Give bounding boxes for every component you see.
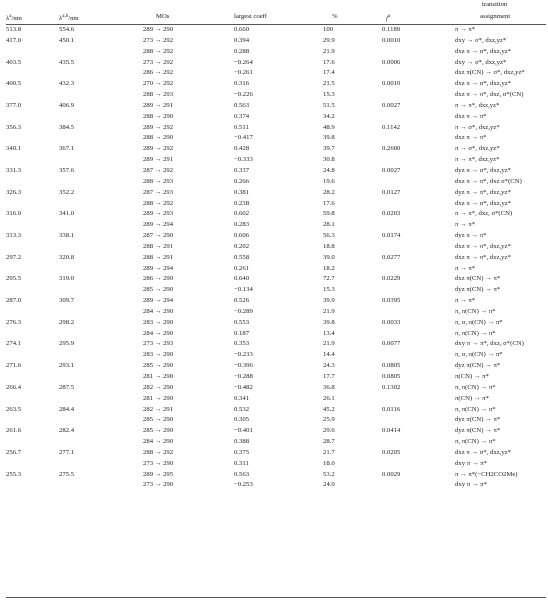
cell-assignment: dxy π → π* <box>455 459 487 467</box>
header-lambda: $\lambda^a/nm$ <box>6 14 22 23</box>
cell-percent: 21.9 <box>323 47 335 55</box>
cell-lambda-corrected: 352.2 <box>59 188 75 196</box>
cell-f: 0.1302 <box>382 383 401 391</box>
cell-percent: 25.9 <box>323 416 335 424</box>
cell-percent: 21.5 <box>323 80 335 88</box>
cell-lambda-corrected: 435.5 <box>59 58 75 66</box>
cell-f: 0.0203 <box>382 210 401 218</box>
cell-percent: 45.2 <box>323 405 335 413</box>
cell-lambda: 256.7 <box>6 448 22 456</box>
cell-coeff: 0.660 <box>234 26 250 33</box>
cell-mos: 285 → 290 <box>143 286 174 294</box>
cell-f: 0.0229 <box>382 275 401 283</box>
cell-mos: 289 → 291 <box>143 101 174 109</box>
cell-mos: 289 → 295 <box>143 470 174 478</box>
cell-assignment: dyz π → π*, dxz,yz* <box>455 188 511 196</box>
cell-mos: 288 → 292 <box>143 199 174 207</box>
cell-lambda: 326.3 <box>6 188 22 196</box>
cell-lambda-corrected: 298.2 <box>59 318 75 326</box>
cell-f: 0.0116 <box>382 405 401 413</box>
cell-f: 0.2600 <box>382 145 401 153</box>
cell-mos: 282 → 291 <box>143 405 174 413</box>
cell-coeff: 0.305 <box>234 416 250 424</box>
cell-mos: 289 → 294 <box>143 264 174 272</box>
cell-f: 0.0006 <box>382 58 401 66</box>
cell-coeff: 0.316 <box>234 80 250 88</box>
cell-coeff: −0.134 <box>234 286 253 294</box>
cell-lambda-corrected: 277.1 <box>59 448 75 456</box>
cell-lambda-corrected: 432.3 <box>59 80 75 88</box>
cell-f: 0.0395 <box>382 297 401 305</box>
cell-assignment: dxz π → π*, dxz σ*(CN) <box>455 177 522 185</box>
cell-f: 0.0805 <box>382 373 401 380</box>
cell-f: 0.0027 <box>382 101 401 109</box>
cell-coeff: 0.341 <box>234 394 250 402</box>
cell-mos: 289 → 292 <box>143 145 174 153</box>
cell-percent: 39.0 <box>323 253 335 261</box>
cell-mos: 281 → 290 <box>143 373 174 380</box>
table-row <box>6 482 546 493</box>
cell-percent: 28.1 <box>323 221 335 229</box>
cell-percent: 36.8 <box>323 383 335 391</box>
cell-coeff: 0.563 <box>234 101 250 109</box>
cell-assignment: dyz π → σ*, dxz,yz* <box>455 166 512 174</box>
cell-mos: 288 → 293 <box>143 177 174 185</box>
cell-lambda: 287.0 <box>6 297 22 305</box>
cell-assignment: dxy → σ*, dxz,yz* <box>455 58 507 66</box>
cell-percent: 39.9 <box>323 297 335 305</box>
cell-assignment: π → π* <box>455 297 476 305</box>
cell-percent: 18.8 <box>323 242 335 250</box>
cell-assignment: π → π* <box>455 26 476 33</box>
cell-percent: 15.3 <box>323 91 335 99</box>
cell-percent: 72.7 <box>323 275 335 283</box>
cell-mos: 285 → 290 <box>143 362 174 370</box>
cell-coeff: −0.253 <box>234 481 253 489</box>
cell-coeff: −0.333 <box>234 156 253 164</box>
cell-assignment: dxy π → π* <box>455 481 487 489</box>
cell-assignment: π, π(CN) → π* <box>455 329 496 337</box>
cell-mos: 283 → 290 <box>143 351 174 359</box>
cell-coeff: −0.401 <box>234 427 253 435</box>
cell-mos: 288 → 293 <box>143 91 174 99</box>
cell-f: 0.0805 <box>382 362 401 370</box>
header-coeff: largest coeff <box>234 13 267 20</box>
cell-assignment: π → π*(−CH2CO2Me) <box>455 470 518 478</box>
cell-f: 0.0029 <box>382 470 401 478</box>
cell-coeff: 0.283 <box>234 221 250 229</box>
cell-mos: 288 → 292 <box>143 448 174 456</box>
cell-assignment: π, π(CN) → π* <box>455 383 496 391</box>
cell-coeff: 0.388 <box>234 438 250 446</box>
cell-f: 0.0277 <box>382 253 401 261</box>
cell-mos: 273 → 293 <box>143 340 174 348</box>
cell-coeff: −0.288 <box>234 373 253 380</box>
cell-lambda: 340.1 <box>6 145 22 153</box>
cell-percent: 21.7 <box>323 448 335 456</box>
cell-mos: 270 → 292 <box>143 80 174 88</box>
cell-coeff: 0.202 <box>234 242 250 250</box>
cell-mos: 273 → 290 <box>143 459 174 467</box>
cell-assignment: dxz π → σ*, dxz,yz* <box>455 199 512 207</box>
cell-assignment: dxy π → π*, dxz, σ*(CN) <box>455 340 524 348</box>
cell-coeff: 0.606 <box>234 232 250 240</box>
cell-percent: 30.8 <box>323 156 335 164</box>
cell-lambda: 377.0 <box>6 101 22 109</box>
header-percent: % <box>332 13 338 20</box>
cell-percent: 17.6 <box>323 58 335 66</box>
cell-coeff: −0.482 <box>234 383 253 391</box>
cell-assignment: dxz π(CN) → σ*, dxz,yz* <box>455 69 525 77</box>
cell-lambda: 271.6 <box>6 362 22 370</box>
cell-percent: 13.4 <box>323 329 335 337</box>
cell-assignment: dyz π(CN) → π* <box>455 286 501 294</box>
header-f: $f^a$ <box>386 14 391 23</box>
cell-assignment: π, σ, π(CN) → π* <box>455 318 503 326</box>
cell-assignment: π → π*, dxz, σ*(CN) <box>455 210 513 218</box>
cell-lambda: 513.8 <box>6 26 22 33</box>
cell-f: 0.0127 <box>382 188 401 196</box>
cell-percent: 17.4 <box>323 69 335 77</box>
cell-assignment: π(CN) → π* <box>455 394 489 402</box>
header-transition: transition <box>482 1 508 8</box>
cell-lambda-corrected: 367.1 <box>59 145 75 153</box>
cell-lambda: 263.5 <box>6 405 22 413</box>
cell-lambda: 356.3 <box>6 123 22 131</box>
table-row <box>6 114 546 125</box>
cell-coeff: 0.394 <box>234 36 250 44</box>
cell-coeff: 0.238 <box>234 199 250 207</box>
cell-coeff: 0.563 <box>234 470 250 478</box>
cell-percent: 21.9 <box>323 340 335 348</box>
cell-assignment: dxz π(CN) → π* <box>455 275 501 283</box>
cell-mos: 273 → 290 <box>143 481 174 489</box>
cell-f: 0.1142 <box>382 123 401 131</box>
cell-assignment: π, π(CN) → π* <box>455 405 496 413</box>
cell-mos: 281 → 290 <box>143 394 174 402</box>
cell-mos: 273 → 292 <box>143 36 174 44</box>
cell-percent: 21.9 <box>323 307 335 315</box>
cell-lambda: 297.2 <box>6 253 22 261</box>
header-lambda-corrected: $\lambda^{a,b}/nm$ <box>59 14 79 23</box>
cell-lambda-corrected: 450.1 <box>59 36 75 44</box>
cell-percent: 19.6 <box>323 177 335 185</box>
cell-mos: 287 → 290 <box>143 232 174 240</box>
cell-mos: 288 → 290 <box>143 112 174 120</box>
cell-mos: 284 → 290 <box>143 329 174 337</box>
cell-assignment: π → σ*, dxz,yz* <box>455 123 500 131</box>
table-row <box>6 49 546 60</box>
cell-assignment: dxz π → σ*, dxz,yz* <box>455 448 512 456</box>
cell-lambda: 313.3 <box>6 232 22 240</box>
header-mos: MOs <box>156 13 170 20</box>
cell-percent: 18.2 <box>323 264 335 272</box>
cell-mos: 289 → 292 <box>143 123 174 131</box>
cell-mos: 289 → 291 <box>143 156 174 164</box>
cell-f: 0.0077 <box>382 340 401 348</box>
cell-coeff: −0.226 <box>234 91 253 99</box>
cell-coeff: −0.289 <box>234 307 253 315</box>
cell-assignment: π → π* <box>455 221 476 229</box>
cell-lambda-corrected: 554.6 <box>59 26 75 33</box>
cell-coeff: 0.511 <box>234 123 249 131</box>
table-row <box>6 255 546 266</box>
table-header <box>6 0 546 25</box>
cell-assignment: dxz π → σ*, dxz,yz* <box>455 80 512 88</box>
cell-mos: 289 → 294 <box>143 221 174 229</box>
cell-percent: 56.3 <box>323 232 335 240</box>
cell-mos: 288 → 291 <box>143 242 174 250</box>
cell-lambda: 276.3 <box>6 318 22 326</box>
cell-percent: 100 <box>323 26 334 33</box>
cell-percent: 14.4 <box>323 351 335 359</box>
cell-percent: 26.1 <box>323 394 335 402</box>
cell-lambda: 316.0 <box>6 210 22 218</box>
cell-mos: 285 → 290 <box>143 427 174 435</box>
cell-mos: 287 → 293 <box>143 188 174 196</box>
cell-lambda: 295.5 <box>6 275 22 283</box>
cell-assignment: dyz π(CN) → π* <box>455 362 501 370</box>
cell-coeff: 0.553 <box>234 318 250 326</box>
cell-mos: 289 → 293 <box>143 210 174 218</box>
cell-coeff: 0.337 <box>234 166 250 174</box>
cell-assignment: dxz π → π*, dxz,yz* <box>455 253 511 261</box>
cell-coeff: 0.640 <box>234 275 250 283</box>
cell-lambda: 417.0 <box>6 36 22 44</box>
cell-percent: 29.9 <box>323 36 335 44</box>
cell-assignment: π → π*, dxz,yz* <box>455 156 500 164</box>
cell-mos: 282 → 290 <box>143 383 174 391</box>
cell-coeff: 0.261 <box>234 264 250 272</box>
cell-assignment: dxz π → π* <box>455 112 487 120</box>
cell-lambda-corrected: 341.0 <box>59 210 75 218</box>
cell-assignment: dyz π → π* <box>455 232 487 240</box>
cell-lambda: 261.6 <box>6 427 22 435</box>
cell-percent: 29.6 <box>323 427 335 435</box>
cell-assignment: dyz π(CN) → π* <box>455 416 501 424</box>
table-row <box>6 190 546 201</box>
cell-lambda: 274.1 <box>6 340 22 348</box>
cell-lambda-corrected: 287.5 <box>59 383 75 391</box>
table-body <box>6 27 546 493</box>
cell-lambda-corrected: 320.8 <box>59 253 75 261</box>
cell-percent: 28.2 <box>323 188 335 196</box>
cell-lambda-corrected: 309.7 <box>59 297 75 305</box>
cell-coeff: −0.264 <box>234 58 253 66</box>
cell-percent: 53.2 <box>323 470 335 478</box>
cell-assignment: dxz π → π*, dxz, σ*(CN) <box>455 91 524 99</box>
cell-percent: 34.2 <box>323 112 335 120</box>
cell-mos: 273 → 292 <box>143 58 174 66</box>
cell-mos: 287 → 292 <box>143 166 174 174</box>
cell-mos: 288 → 290 <box>143 134 174 142</box>
cell-coeff: 0.353 <box>234 340 250 348</box>
cell-percent: 17.6 <box>323 199 335 207</box>
table-row <box>6 320 546 331</box>
cell-coeff: 0.381 <box>234 188 250 196</box>
cell-f: 0.0414 <box>382 427 401 435</box>
cell-lambda-corrected: 284.4 <box>59 405 75 413</box>
cell-f: 0.0174 <box>382 232 401 240</box>
cell-lambda-corrected: 338.1 <box>59 232 75 240</box>
table-row <box>6 461 546 472</box>
cell-f: 0.1189 <box>382 26 401 33</box>
cell-assignment: π → π*, dxz,yz* <box>455 101 500 109</box>
cell-coeff: 0.311 <box>234 459 249 467</box>
cell-lambda-corrected: 275.5 <box>59 470 75 478</box>
cell-percent: 18.0 <box>323 459 335 467</box>
cell-f: 0.0027 <box>382 166 401 174</box>
cell-percent: 39.8 <box>323 134 335 142</box>
cell-assignment: π, π(CN) → π* <box>455 307 496 315</box>
cell-coeff: 0.187 <box>234 329 250 337</box>
cell-assignment: π → π* <box>455 264 476 272</box>
cell-coeff: 0.526 <box>234 297 250 305</box>
cell-lambda: 266.4 <box>6 383 22 391</box>
table-row <box>6 396 546 407</box>
cell-mos: 285 → 290 <box>143 416 174 424</box>
cell-percent: 39.7 <box>323 145 335 153</box>
cell-f: 0.0010 <box>382 80 401 88</box>
cell-lambda-corrected: 357.6 <box>59 166 75 174</box>
cell-percent: 28.7 <box>323 438 335 446</box>
cell-percent: 24.0 <box>323 481 335 489</box>
cell-coeff: 0.288 <box>234 47 250 55</box>
cell-percent: 39.8 <box>323 318 335 326</box>
cell-mos: 288 → 292 <box>143 47 174 55</box>
cell-percent: 51.5 <box>323 101 335 109</box>
cell-f: 0.0033 <box>382 318 401 326</box>
cell-coeff: 0.558 <box>234 253 250 261</box>
cell-coeff: 0.602 <box>234 210 250 218</box>
cell-lambda: 255.3 <box>6 470 22 478</box>
cell-lambda-corrected: 293.1 <box>59 362 75 370</box>
cell-f: 0.0205 <box>382 448 401 456</box>
cell-percent: 24.8 <box>323 166 335 174</box>
cell-lambda-corrected: 406.9 <box>59 101 75 109</box>
cell-coeff: 0.374 <box>234 112 250 120</box>
cell-mos: 283 → 290 <box>143 318 174 326</box>
cell-coeff: −0.396 <box>234 362 253 370</box>
cell-mos: 288 → 291 <box>143 253 174 261</box>
cell-assignment: π → σ*, dxz,yz* <box>455 145 500 153</box>
cell-lambda: 400.5 <box>6 80 22 88</box>
cell-lambda: 403.5 <box>6 58 22 66</box>
cell-f: 0.0010 <box>382 36 401 44</box>
cell-coeff: −0.261 <box>234 69 253 77</box>
cell-mos: 289 → 290 <box>143 26 174 33</box>
cell-percent: 59.8 <box>323 210 335 218</box>
cell-assignment: dxz π → π* <box>455 134 487 142</box>
cell-coeff: 0.375 <box>234 448 250 456</box>
cell-percent: 48.9 <box>323 123 335 131</box>
cell-coeff: 0.266 <box>234 177 250 185</box>
cell-mos: 286 → 290 <box>143 275 174 283</box>
cell-coeff: 0.428 <box>234 145 250 153</box>
cell-mos: 286 → 292 <box>143 69 174 77</box>
cell-mos: 284 → 290 <box>143 307 174 315</box>
cell-lambda-corrected: 282.4 <box>59 427 75 435</box>
cell-assignment: dxy → σ*, dxz,yz* <box>455 36 507 44</box>
table-bottom-rule <box>6 597 546 598</box>
header-assignment: assignment <box>480 13 511 20</box>
cell-assignment: dyz π(CN) → π* <box>455 427 501 435</box>
cell-assignment: π, π(CN) → π* <box>455 438 496 446</box>
cell-lambda: 331.3 <box>6 166 22 174</box>
cell-mos: 289 → 294 <box>143 297 174 305</box>
cell-percent: 17.7 <box>323 373 335 380</box>
cell-lambda-corrected: 295.9 <box>59 340 75 348</box>
cell-assignment: dxz π → π*, dxz,yz* <box>455 242 511 250</box>
cell-assignment: dxz π → σ*, dxz,yz* <box>455 47 512 55</box>
cell-lambda-corrected: 319.0 <box>59 275 75 283</box>
cell-lambda-corrected: 384.5 <box>59 123 75 131</box>
cell-mos: 284 → 290 <box>143 438 174 446</box>
cell-percent: 15.3 <box>323 286 335 294</box>
cell-coeff: 0.532 <box>234 405 250 413</box>
cell-percent: 24.3 <box>323 362 335 370</box>
cell-assignment: π(CN) → π* <box>455 373 489 380</box>
cell-coeff: −0.417 <box>234 134 253 142</box>
cell-assignment: π, σ, π(CN) → π* <box>455 351 503 359</box>
cell-coeff: −0.233 <box>234 351 253 359</box>
